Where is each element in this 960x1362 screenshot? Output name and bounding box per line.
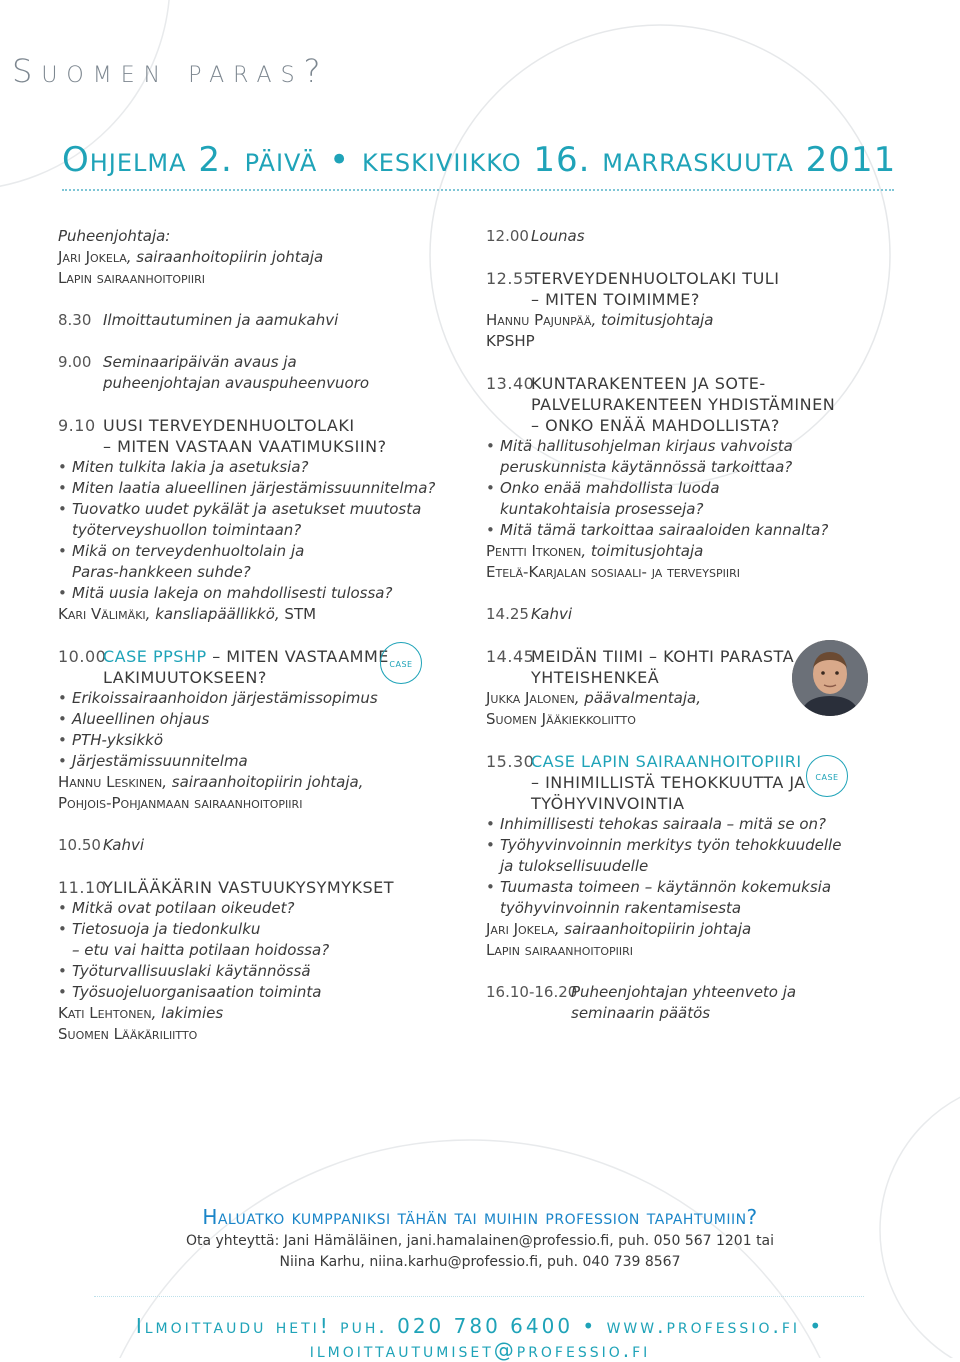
register-line: Ilmoittaudu heti! puh. 020 780 6400 • www.professio.fi • ilmoittautumiset@professio.fi — [135, 1314, 825, 1362]
session-title: 9.10 UUSI TERVEYDENHUOLTOLAKI — [58, 416, 355, 435]
bullet-item: • Järjestämissuunnitelma — [58, 751, 458, 772]
contact-line-1: Ota yhteyttä: Jani Hämäläinen, jani.hamalainen@professio.fi, puh. 050 567 1201 tai — [185, 1233, 775, 1249]
speaker: Hannu Leskinen, sairaanhoitopiirin johtaja, — [58, 773, 364, 791]
contact-line-2: Niina Karhu, niina.karhu@professio.fi, puh. 040 739 8567 — [279, 1254, 681, 1270]
footer-divider — [94, 1296, 864, 1297]
bullet-item: • Inhimillisesti tehokas sairaala – mitä se on? — [486, 814, 926, 835]
schedule-item: 9.00 Seminaaripäivän avaus ja — [58, 353, 297, 371]
chair-role: , sairaanhoitopiirin johtaja — [126, 248, 324, 266]
speaker: Kati Lehtonen, lakimies — [58, 1004, 224, 1022]
kicker-heading: Suomen paras? — [12, 52, 330, 90]
bullet-item: • Erikoissairaanhoidon järjestämissopimus — [58, 688, 458, 709]
schedule-item: 10.50 Kahvi — [58, 836, 145, 854]
bullet-item: • Tuovatko uudet pykälät ja asetukset muutosta — [58, 499, 458, 520]
divider — [62, 189, 894, 191]
bullet-item: • Alueellinen ohjaus — [58, 709, 458, 730]
session-title: 13.40KUNTARAKENTEEN JA SOTE- — [486, 374, 766, 393]
left-column: Puheenjohtaja: Jari Jokela, sairaanhoitopiirin johtaja Lapin sairaanhoitopiiri 8.30 Ilmoittautuminen ja aamukahvi 9.00 Seminaaripäivän avaus ja puheenjohtajan avauspuheenvuoro 9.10 UUSI TERVEYDENHUOLTOLAKI – MITEN VASTAAN VAATIMUKSIIN? • Miten tulkita lakia ja asetuksia? • Miten laatia alueellinen järjestämissuunnitelma? • Tuovatko uudet pykälät ja asetukset muutosta työterveyshuollon toimintaan? • Mikä on terveydenhuoltolain ja Paras-hankkeen suhde? • Mitä uusia lakeja on mahdollisesti tulossa? Kari Välimäki, kansliapäällikkö, STM 10.00CASE PPSHP – MITEN VASTAAMME case LAKIMUUTOKSEEN? • Erikoissairaanhoidon järjestämissopimus • Alueellinen ohjaus • PTH-yksikkö • Järjestämissuunnitelma Hannu Leskinen, sairaanhoitopiirin johtaja, Pohjois-Pohjanmaan sairaanhoitopiiri 10.50 Kahvi 11.10YLILÄÄKÄRIN VASTUUKYSYMYKSET • Mitkä ovat potilaan oikeudet? • Tietosuoja ja tiedonkulku – etu vai haitta potilaan hoidossa? • Työturvallisuuslaki käytännössä • Työsuojeluorganisaation toiminta Kati Lehtonen, lakimies Suomen Lääkäriliitto — [58, 226, 458, 1045]
bullet-item: • Mitä uusia lakeja on mahdollisesti tulossa? — [58, 583, 458, 604]
schedule-item: 12.00 Lounas — [486, 227, 585, 245]
session-title: 10.00CASE PPSHP – MITEN VASTAAMME case — [58, 646, 458, 667]
session-title: 11.10YLILÄÄKÄRIN VASTUUKYSYMYKSET — [58, 878, 395, 897]
bullet-item: • Työturvallisuuslaki käytännössä — [58, 961, 458, 982]
program-title: Ohjelma 2. päivä • keskiviikko 16. marraskuuta 2011 — [62, 140, 897, 180]
case-badge: case — [806, 755, 848, 797]
bullet-item: • Mitkä ovat potilaan oikeudet? — [58, 898, 458, 919]
schedule-item: 14.25 Kahvi — [486, 605, 573, 623]
bullet-item: • Työhyvinvoinnin merkitys työn tehokkuudelle — [486, 835, 926, 856]
speaker: Pentti Itkonen, toimitusjohtaja — [486, 542, 704, 560]
bullet-item: • Miten laatia alueellinen järjestämissuunnitelma? — [58, 478, 458, 499]
schedule-item: 8.30 Ilmoittautuminen ja aamukahvi — [58, 311, 339, 329]
bullet-item: • PTH-yksikkö — [58, 730, 458, 751]
speaker: Jari Jokela, sairaanhoitopiirin johtaja — [486, 920, 752, 938]
chair-org: Lapin sairaanhoitopiiri — [58, 269, 206, 287]
bullet-item: • Mitä hallitusohjelman kirjaus vahvoista — [486, 436, 926, 457]
bullet-item: • Tuumasta toimeen – käytännön kokemuksia — [486, 877, 926, 898]
bullet-item: • Työsuojeluorganisaation toiminta — [58, 982, 458, 1003]
bullet-item: • Tietosuoja ja tiedonkulku — [58, 919, 458, 940]
session-title: 14.45MEIDÄN TIIMI – KOHTI PARASTA — [486, 646, 926, 667]
bullet-item: • Onko enää mahdollista luoda — [486, 478, 926, 499]
partner-heading: Haluatko kumppaniksi tähän tai muihin profession tapahtumiin? — [202, 1205, 758, 1229]
right-column: 12.00 Lounas 12.55TERVEYDENHUOLTOLAKI TULI – MITEN TOIMIMME? Hannu Pajunpää, toimitusjohtaja KPSHP 13.40KUNTARAKENTEEN JA SOTE- PALVELURAKENTEEN YHDISTÄMINEN – ONKO ENÄÄ MAHDOLLISTA? • Mitä hallitusohjelman kirjaus vahvoista peruskunnista käytännössä tarkoittaa? • Onko enää mahdollista luoda kuntakohtaisia prosesseja? • Mitä tämä tarkoittaa sairaaloiden kannalta? Pentti Itkonen, toimitusjohtaja Etelä-Karjalan sosiaali- ja terveyspiiri 14.25 Kahvi 14.45MEIDÄN TIIMI – KOHTI PARASTA YHTEISHENKEÄ Jukka Jalonen, päävalmentaja, Suomen Jääkiekkoliitto 15.30CASE LAPIN SAIRAANHOITOPIIRI case – INHIMILLISTÄ TEHOKKUUTTA JA TYÖHYVINVOINTIA • Inhimillisesti tehokas sairaala – mitä se on? • Työhyvinvoinnin merkitys työn tehokkuudelle ja tuloksellisuudelle • Tuumasta toimeen – käytännön kokemuksia työhyvinvoinnin rakentamisesta Jari Jokela, sairaanhoitopiirin johtaja Lapin sairaanhoitopiiri 16.10-16.20Puheenjohtajan yhteenveto ja seminaarin päätös — [486, 226, 926, 1024]
chair-name: Jari Jokela — [58, 248, 127, 266]
bullet-item: • Miten tulkita lakia ja asetuksia? — [58, 457, 458, 478]
portrait-icon — [792, 640, 868, 716]
speaker: Kari Välimäki, kansliapäällikkö, STM — [58, 605, 317, 623]
bullet-item: • Mikä on terveydenhuoltolain ja — [58, 541, 458, 562]
speaker: Hannu Pajunpää, toimitusjohtaja — [486, 311, 714, 329]
bullet-item: • Mitä tämä tarkoittaa sairaaloiden kannalta? — [486, 520, 926, 541]
speaker-photo — [792, 640, 868, 716]
session-title: 15.30CASE LAPIN SAIRAANHOITOPIIRI case — [486, 751, 926, 772]
schedule-item: 16.10-16.20Puheenjohtajan yhteenveto ja — [486, 983, 797, 1001]
session-title: 12.55TERVEYDENHUOLTOLAKI TULI — [486, 269, 780, 288]
case-badge: case — [380, 642, 422, 684]
speaker: Jukka Jalonen, päävalmentaja, — [486, 689, 701, 707]
chair-label: Puheenjohtaja: — [58, 227, 171, 245]
